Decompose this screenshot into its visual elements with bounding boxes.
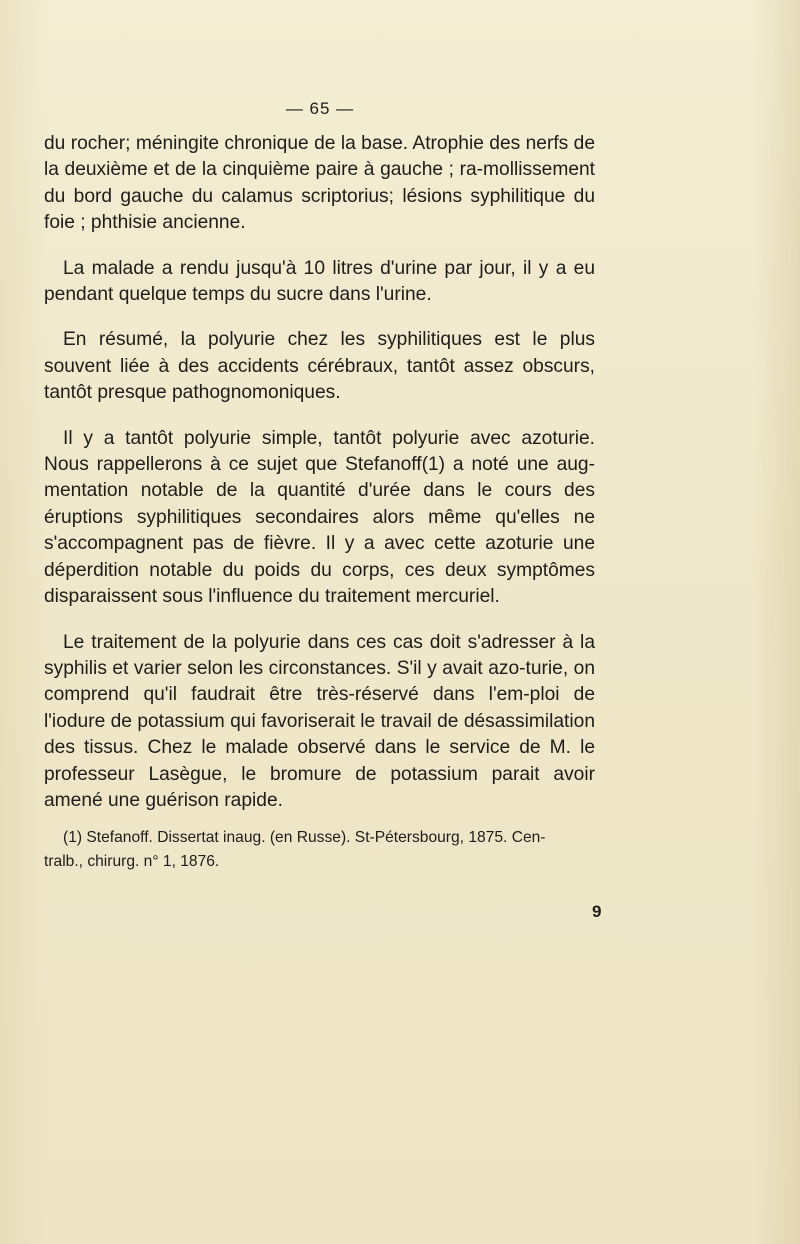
paragraph-3: En résumé, la polyurie chez les syphilitiques est le plus souvent liée à des accidents cérébraux, tantôt assez obscurs, tantôt presque pathognomoniques. xyxy=(44,329,595,404)
paragraph-5: Le traitement de la polyurie dans ces cas doit s'adresser à la syphilis et varier selon les circonstances. S'il y avait azo-turie, on comprend qu'il faudrait être très-réservé dans l'em-ploi de l'iodure de potassium qui favoriserait le travail de désassimilation des tissus. Chez le malade observé dans le service de M. le professeur Lasègue, le bromure de potassium parait avoir amené une guérison rapide. xyxy=(44,631,595,811)
paragraph-4: Il y a tantôt polyurie simple, tantôt polyurie avec azoturie. Nous rappellerons à ce sujet que Stefanoff(1) a noté une aug-mentation notable de la quantité d'urée dans le cours des éruptions syphilitiques secondaires alors même qu'elles ne s'accompagnent pas de fièvre. Il y a avec cette azoturie une déperdition notable du poids du corps, ces deux symptômes disparaissent sous l'influence du traitement mercuriel. xyxy=(44,427,595,608)
footnote xyxy=(44,826,603,874)
paragraph-2: La malade a rendu jusqu'à 10 litres d'urine par jour, il y a eu pendant quelque temps du sucre dans l'urine. xyxy=(44,257,595,306)
paragraph-1: du rocher; méningite chronique de la base. Atrophie des nerfs de la deuxième et de la cinquième paire à gauche ; ra-mollissement du bord gauche du calamus scriptorius; lésions syphilitique du foie ; phthisie ancienne. xyxy=(44,133,595,234)
body-text xyxy=(44,131,595,833)
footnote-line-2: tralb., chirurg. n° 1, 1876. xyxy=(44,853,220,870)
signature-mark: 9 xyxy=(592,902,602,921)
footnote-line-1: (1) Stefanoff. Dissertat inaug. (en Russe). St-Pétersbourg, 1875. Cen- xyxy=(63,829,546,846)
page-number: — 65 — xyxy=(285,99,355,118)
